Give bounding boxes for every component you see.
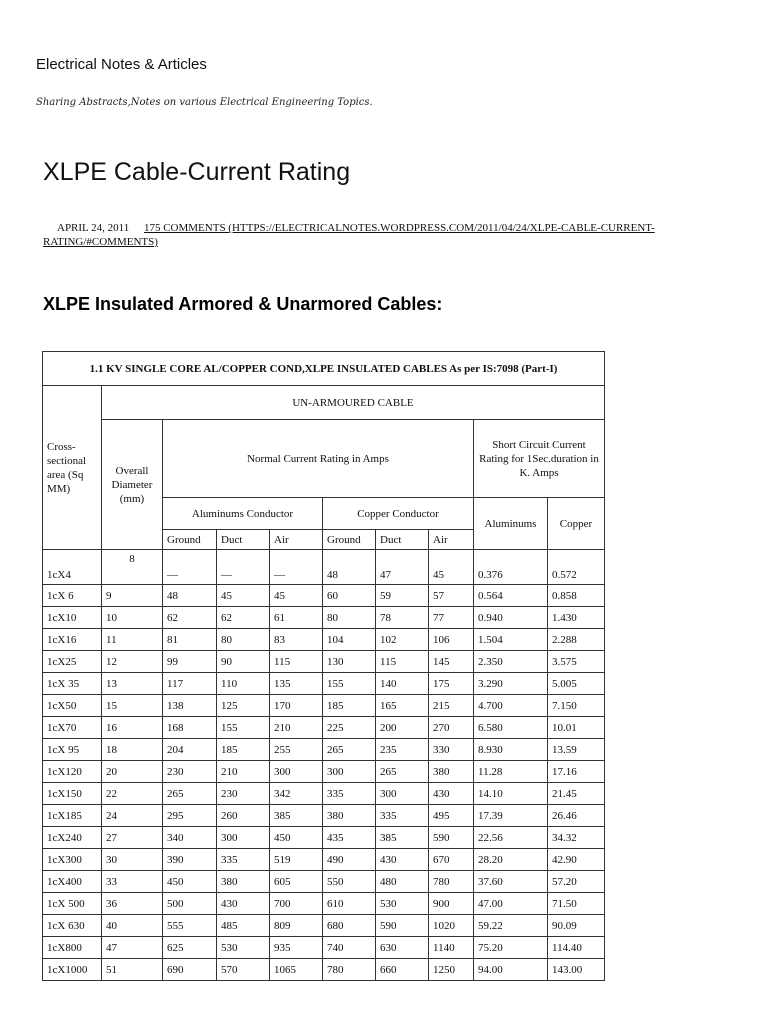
table-cell: 210 — [270, 717, 323, 739]
table-cell: 90 — [217, 651, 270, 673]
header-unarmoured: UN-ARMOURED CABLE — [102, 386, 605, 420]
table-cell: 47 — [102, 937, 163, 959]
table-row — [43, 651, 605, 673]
site-title[interactable]: Electrical Notes & Articles — [36, 56, 207, 73]
table-cell: 175 — [429, 673, 474, 695]
table-cell: 11.28 — [474, 761, 548, 783]
table-cell: 430 — [376, 849, 429, 871]
table-cell: 605 — [270, 871, 323, 893]
table-cell: 680 — [323, 915, 376, 937]
table-cell: 300 — [323, 761, 376, 783]
table-row — [43, 915, 605, 937]
table-cell: 18 — [102, 739, 163, 761]
table-cell: 16 — [102, 717, 163, 739]
table-cell: — — [270, 550, 323, 585]
table-cell: 490 — [323, 849, 376, 871]
table-cell: 140 — [376, 673, 429, 695]
table-cell: 630 — [376, 937, 429, 959]
table-cell: 94.00 — [474, 959, 548, 981]
table-row — [43, 871, 605, 893]
table-cell: 330 — [429, 739, 474, 761]
table-cell: 780 — [323, 959, 376, 981]
table-cell: 210 — [217, 761, 270, 783]
table-row — [43, 739, 605, 761]
header-aluminum-conductor: Aluminums Conductor — [163, 498, 323, 530]
table-cell: 47 — [376, 550, 429, 585]
table-cell: 295 — [163, 805, 217, 827]
table-cell: 59.22 — [474, 915, 548, 937]
table-cell: 13 — [102, 673, 163, 695]
table-cell: 1.504 — [474, 629, 548, 651]
table-cell: 59 — [376, 585, 429, 607]
table-cell: 57.20 — [548, 871, 605, 893]
table-cell: 45 — [217, 585, 270, 607]
table-cell: 1cX 95 — [43, 739, 102, 761]
table-cell: 30 — [102, 849, 163, 871]
table-cell: 900 — [429, 893, 474, 915]
table-cell: 48 — [323, 550, 376, 585]
table-cell: 255 — [270, 739, 323, 761]
table-cell: 235 — [376, 739, 429, 761]
table-cell: 60 — [323, 585, 376, 607]
table-cell: 500 — [163, 893, 217, 915]
table-cell: — — [163, 550, 217, 585]
table-cell: 480 — [376, 871, 429, 893]
table-cell: 1cX185 — [43, 805, 102, 827]
table-cell: 40 — [102, 915, 163, 937]
table-cell: 143.00 — [548, 959, 605, 981]
table-cell: 37.60 — [474, 871, 548, 893]
table-cell: 11 — [102, 629, 163, 651]
table-cell: 80 — [217, 629, 270, 651]
cable-rating-table — [42, 351, 605, 981]
table-cell: 215 — [429, 695, 474, 717]
table-cell: 185 — [217, 739, 270, 761]
table-cell: 435 — [323, 827, 376, 849]
table-cell: 1cX 500 — [43, 893, 102, 915]
table-row — [43, 805, 605, 827]
header-copper-conductor: Copper Conductor — [323, 498, 474, 530]
table-cell: 165 — [376, 695, 429, 717]
table-cell: 10 — [102, 607, 163, 629]
table-cell: 168 — [163, 717, 217, 739]
table-cell: 385 — [376, 827, 429, 849]
table-cell: 1.430 — [548, 607, 605, 629]
table-cell: 1cX 35 — [43, 673, 102, 695]
table-cell: 625 — [163, 937, 217, 959]
table-cell: 75.20 — [474, 937, 548, 959]
table-cell: 125 — [217, 695, 270, 717]
table-row — [43, 761, 605, 783]
site-tagline: Sharing Abstracts,Notes on various Electrical Engineering Topics. — [36, 97, 373, 108]
table-cell: 8.930 — [474, 739, 548, 761]
table-cell: 21.45 — [548, 783, 605, 805]
table-cell: 110 — [217, 673, 270, 695]
table-cell: 1cX16 — [43, 629, 102, 651]
table-cell: 78 — [376, 607, 429, 629]
table-row — [43, 673, 605, 695]
table-cell: 62 — [163, 607, 217, 629]
table-cell: 83 — [270, 629, 323, 651]
table-cell: 36 — [102, 893, 163, 915]
table-cell: 700 — [270, 893, 323, 915]
table-cell: 380 — [217, 871, 270, 893]
table-cell: 77 — [429, 607, 474, 629]
table-cell: 260 — [217, 805, 270, 827]
table-cell: 61 — [270, 607, 323, 629]
table-row — [43, 607, 605, 629]
table-cell: 104 — [323, 629, 376, 651]
table-cell: 17.16 — [548, 761, 605, 783]
table-cell: 9 — [102, 585, 163, 607]
header-cu-air: Air — [429, 530, 474, 550]
table-cell: 102 — [376, 629, 429, 651]
table-cell: 1250 — [429, 959, 474, 981]
table-cell: 200 — [376, 717, 429, 739]
table-cell: 555 — [163, 915, 217, 937]
table-cell: 300 — [270, 761, 323, 783]
table-cell: 335 — [217, 849, 270, 871]
table-cell: 450 — [163, 871, 217, 893]
post-date: APRIL 24, 2011 — [57, 222, 130, 234]
table-cell: 90.09 — [548, 915, 605, 937]
table-cell: 48 — [163, 585, 217, 607]
table-cell: 1cX150 — [43, 783, 102, 805]
table-row — [43, 550, 605, 585]
table-cell: 99 — [163, 651, 217, 673]
table-cell: 1140 — [429, 937, 474, 959]
table-row — [43, 893, 605, 915]
table-cell: 155 — [323, 673, 376, 695]
table-cell: 300 — [217, 827, 270, 849]
table-cell: 80 — [323, 607, 376, 629]
table-cell: 1cX400 — [43, 871, 102, 893]
table-cell: 185 — [323, 695, 376, 717]
table-cell: 1cX 6 — [43, 585, 102, 607]
table-cell: 610 — [323, 893, 376, 915]
table-cell: 3.290 — [474, 673, 548, 695]
table-cell: 690 — [163, 959, 217, 981]
table-cell: 550 — [323, 871, 376, 893]
table-cell: 34.32 — [548, 827, 605, 849]
table-cell: 342 — [270, 783, 323, 805]
table-cell: 265 — [376, 761, 429, 783]
table-cell: 450 — [270, 827, 323, 849]
table-cell: 1cX70 — [43, 717, 102, 739]
table-row — [43, 783, 605, 805]
table-cell: 1cX800 — [43, 937, 102, 959]
table-cell: 5.005 — [548, 673, 605, 695]
table-cell: 12 — [102, 651, 163, 673]
table-cell: 2.288 — [548, 629, 605, 651]
table-cell: 390 — [163, 849, 217, 871]
table-cell: 22 — [102, 783, 163, 805]
table-cell: 335 — [323, 783, 376, 805]
section-heading: XLPE Insulated Armored & Unarmored Cables: — [43, 294, 443, 314]
table-cell: 4.700 — [474, 695, 548, 717]
table-cell: 1cX1000 — [43, 959, 102, 981]
table-cell: 81 — [163, 629, 217, 651]
table-caption: 1.1 KV SINGLE CORE AL/COPPER COND,XLPE INSULATED CABLES As per IS:7098 (Part-I) — [43, 352, 605, 386]
table-cell: 33 — [102, 871, 163, 893]
table-cell: 8 — [102, 550, 163, 585]
table-cell: 27 — [102, 827, 163, 849]
table-cell: 270 — [429, 717, 474, 739]
table-cell: 230 — [163, 761, 217, 783]
table-cell: 230 — [217, 783, 270, 805]
table-cell: 7.150 — [548, 695, 605, 717]
table-cell: 670 — [429, 849, 474, 871]
table-cell: 13.59 — [548, 739, 605, 761]
table-cell: 590 — [429, 827, 474, 849]
table-cell: 0.376 — [474, 550, 548, 585]
table-cell: 14.10 — [474, 783, 548, 805]
table-cell: 114.40 — [548, 937, 605, 959]
table-cell: 530 — [217, 937, 270, 959]
table-cell: 385 — [270, 805, 323, 827]
table-cell: 1020 — [429, 915, 474, 937]
table-cell: 740 — [323, 937, 376, 959]
table-cell: 809 — [270, 915, 323, 937]
table-cell: 1065 — [270, 959, 323, 981]
table-cell: 660 — [376, 959, 429, 981]
table-cell: 380 — [429, 761, 474, 783]
table-cell: 51 — [102, 959, 163, 981]
table-cell: 47.00 — [474, 893, 548, 915]
table-cell: 24 — [102, 805, 163, 827]
table-cell: 300 — [376, 783, 429, 805]
table-cell: 1cX10 — [43, 607, 102, 629]
table-cell: 20 — [102, 761, 163, 783]
table-cell: 935 — [270, 937, 323, 959]
post-title: XLPE Cable-Current Rating — [43, 158, 351, 186]
header-sc-copper: Copper — [548, 498, 605, 550]
table-row — [43, 827, 605, 849]
table-cell: 335 — [376, 805, 429, 827]
table-cell: 1cX50 — [43, 695, 102, 717]
post-meta — [43, 221, 723, 249]
table-cell: 22.56 — [474, 827, 548, 849]
table-cell: 15 — [102, 695, 163, 717]
table-row — [43, 695, 605, 717]
table-cell: 1cX25 — [43, 651, 102, 673]
table-cell: 57 — [429, 585, 474, 607]
header-normal-rating: Normal Current Rating in Amps — [163, 420, 474, 498]
table-cell: 117 — [163, 673, 217, 695]
header-al-ground: Ground — [163, 530, 217, 550]
table-cell: — — [217, 550, 270, 585]
table-cell: 135 — [270, 673, 323, 695]
table-cell: 430 — [429, 783, 474, 805]
table-cell: 17.39 — [474, 805, 548, 827]
table-cell: 42.90 — [548, 849, 605, 871]
table-cell: 138 — [163, 695, 217, 717]
table-cell: 6.580 — [474, 717, 548, 739]
table-row — [43, 585, 605, 607]
table-cell: 115 — [376, 651, 429, 673]
header-overall-diameter: Overall Diameter (mm) — [102, 420, 163, 550]
header-sc-aluminum: Aluminums — [474, 498, 548, 550]
table-cell: 3.575 — [548, 651, 605, 673]
table-cell: 2.350 — [474, 651, 548, 673]
table-cell: 380 — [323, 805, 376, 827]
header-al-duct: Duct — [217, 530, 270, 550]
table-cell: 0.564 — [474, 585, 548, 607]
table-cell: 590 — [376, 915, 429, 937]
header-cu-ground: Ground — [323, 530, 376, 550]
table-cell: 265 — [163, 783, 217, 805]
table-cell: 115 — [270, 651, 323, 673]
table-body — [43, 550, 605, 981]
table-cell: 0.940 — [474, 607, 548, 629]
table-cell: 0.572 — [548, 550, 605, 585]
header-short-circuit: Short Circuit Current Rating for 1Sec.duration in K. Amps — [474, 420, 605, 498]
table-row — [43, 937, 605, 959]
table-cell: 495 — [429, 805, 474, 827]
table-cell: 28.20 — [474, 849, 548, 871]
header-cu-duct: Duct — [376, 530, 429, 550]
table-cell: 780 — [429, 871, 474, 893]
table-cell: 45 — [270, 585, 323, 607]
header-cross-section: Cross-sectional area (Sq MM) — [43, 386, 102, 550]
comments-link[interactable]: 175 COMMENTS (HTTPS://ELECTRICALNOTES.WORDPRESS.COM/2011/04/24/XLPE-CABLE-CURRENT-RATING/#COMMENTS) — [43, 222, 655, 248]
header-al-air: Air — [270, 530, 323, 550]
table-cell: 106 — [429, 629, 474, 651]
table-cell: 530 — [376, 893, 429, 915]
table-cell: 225 — [323, 717, 376, 739]
table-cell: 10.01 — [548, 717, 605, 739]
table-cell: 1cX240 — [43, 827, 102, 849]
table-row — [43, 717, 605, 739]
table-cell: 45 — [429, 550, 474, 585]
table-cell: 155 — [217, 717, 270, 739]
table-cell: 485 — [217, 915, 270, 937]
table-cell: 26.46 — [548, 805, 605, 827]
table-cell: 170 — [270, 695, 323, 717]
table-cell: 0.858 — [548, 585, 605, 607]
table-cell: 145 — [429, 651, 474, 673]
table-cell: 130 — [323, 651, 376, 673]
table-cell: 570 — [217, 959, 270, 981]
table-cell: 1cX300 — [43, 849, 102, 871]
table-cell: 1cX 630 — [43, 915, 102, 937]
table-cell: 430 — [217, 893, 270, 915]
table-cell: 519 — [270, 849, 323, 871]
table-cell: 1cX4 — [43, 550, 102, 585]
table-cell: 204 — [163, 739, 217, 761]
table-cell: 340 — [163, 827, 217, 849]
table-row — [43, 629, 605, 651]
table-cell: 71.50 — [548, 893, 605, 915]
table-cell: 265 — [323, 739, 376, 761]
table-cell: 1cX120 — [43, 761, 102, 783]
table-row — [43, 959, 605, 981]
table-row — [43, 849, 605, 871]
table-cell: 62 — [217, 607, 270, 629]
